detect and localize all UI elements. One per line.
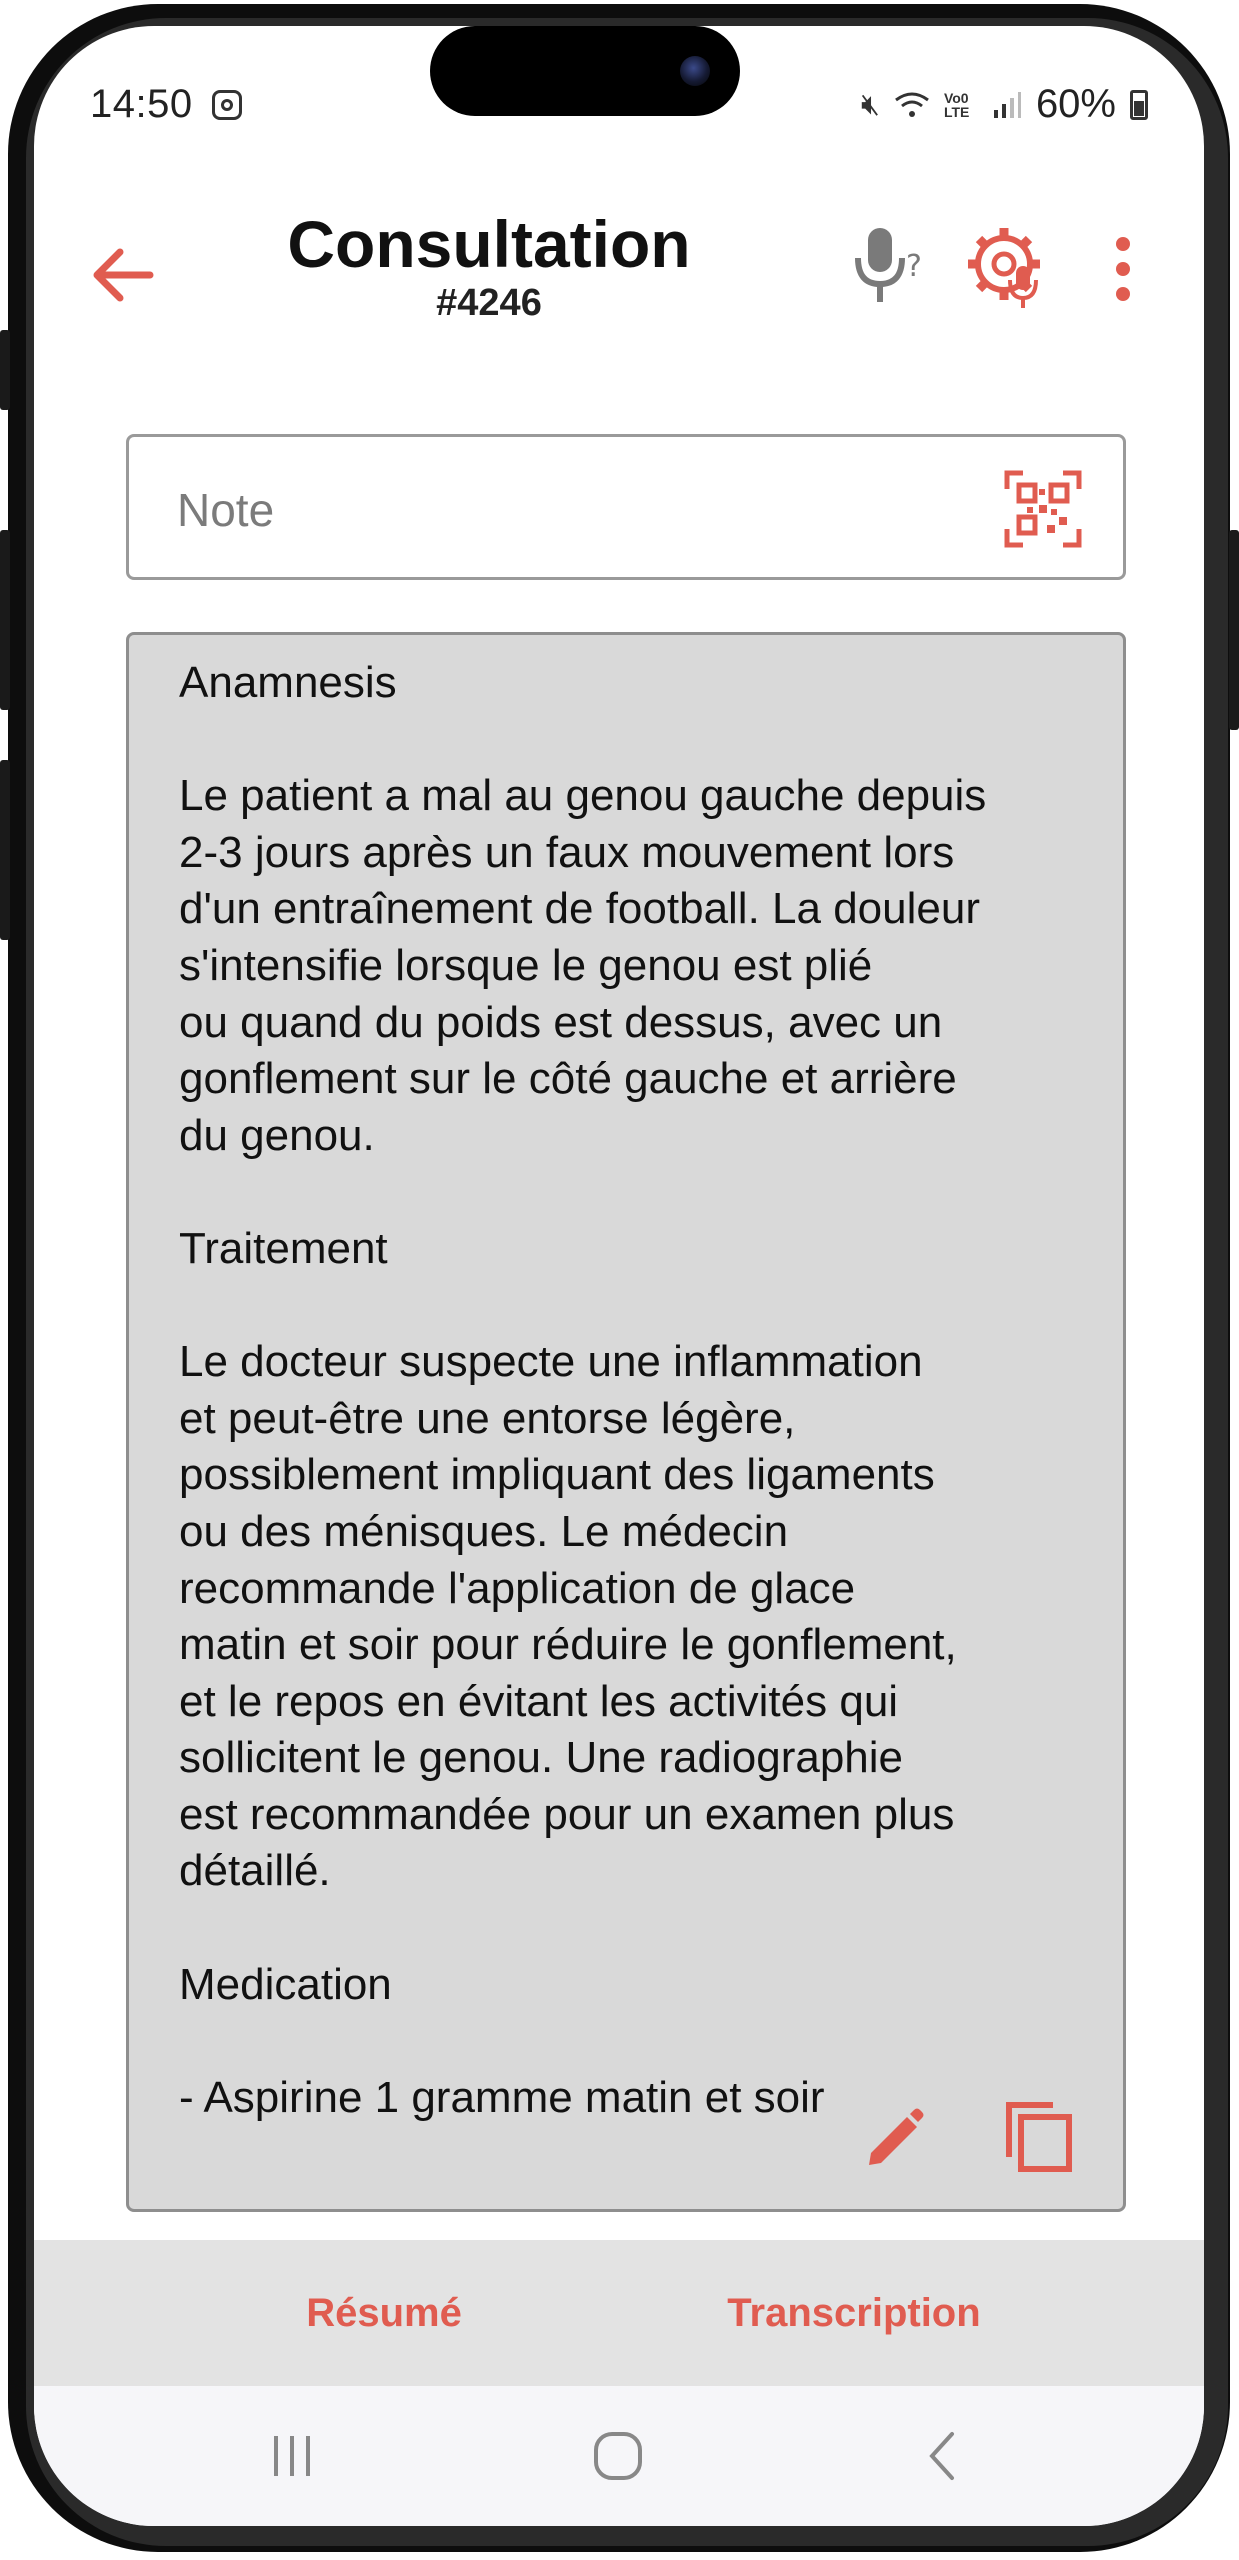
camera-notch xyxy=(430,26,740,116)
front-camera xyxy=(680,56,710,86)
mute-icon: 🔇︎ xyxy=(861,87,880,121)
svg-text:?: ? xyxy=(906,249,922,284)
network-badge: Vo0 LTE xyxy=(943,89,970,120)
page-title: Consultation xyxy=(287,207,691,281)
tab-transcription[interactable] xyxy=(644,2240,1064,2386)
screen xyxy=(34,26,1204,2526)
back-nav-icon[interactable] xyxy=(914,2426,974,2486)
summary-text: Anamnesis Le patient a mal au genou gauche depuis 2-3 jours après un faux mouvement lors d'un entraînement de football. La douleur s'intensifie lorsque le genou est plié ou quand du poids est dessus, avec un gonflement sur le côté gauche et arrière du genou. Traitement Le docteur suspecte une inflammation et peut-être une entorse légère, possiblement impliquant des ligaments ou des ménisques. Le médecin recommande l'application de glace matin et soir pour réduire le gonflement, et le repos en évitant les activités qui sollicitent le genou. Une radiographie est recommandée pour un examen plus détaillé. Medication - Aspirine 1 gramme matin et soir xyxy=(179,658,987,2122)
summary-card xyxy=(126,632,1126,2212)
pencil-icon[interactable] xyxy=(859,2103,929,2173)
note-input[interactable] xyxy=(126,434,1126,580)
consultation-number: #4246 xyxy=(436,282,542,324)
battery-percent: 60% xyxy=(1035,82,1116,126)
side-button-lower xyxy=(0,760,10,940)
copy-icon[interactable] xyxy=(999,2095,1079,2175)
instagram-icon xyxy=(212,90,242,120)
status-icons xyxy=(861,82,1148,127)
home-icon[interactable] xyxy=(588,2426,648,2486)
tab-bar xyxy=(34,2240,1204,2386)
tab-resume-label: Résumé xyxy=(306,2290,462,2335)
volume-up-button xyxy=(0,330,10,410)
microphone-question-icon[interactable] xyxy=(850,220,940,320)
gear-mic-icon[interactable] xyxy=(964,222,1050,312)
battery-icon xyxy=(1130,90,1148,120)
signal-icon xyxy=(992,90,1022,120)
power-button xyxy=(1229,530,1239,730)
wifi-icon xyxy=(894,90,930,120)
tab-resume[interactable] xyxy=(174,2240,594,2386)
recent-apps-icon[interactable] xyxy=(262,2426,322,2486)
status-time: 14:50 xyxy=(90,82,242,127)
tab-transcription-label: Transcription xyxy=(727,2290,981,2335)
more-vertical-icon[interactable] xyxy=(1108,234,1138,304)
volume-down-button xyxy=(0,530,10,710)
system-nav-bar xyxy=(34,2386,1204,2526)
qr-scan-icon[interactable] xyxy=(1003,469,1083,549)
note-placeholder: Note xyxy=(177,484,275,536)
